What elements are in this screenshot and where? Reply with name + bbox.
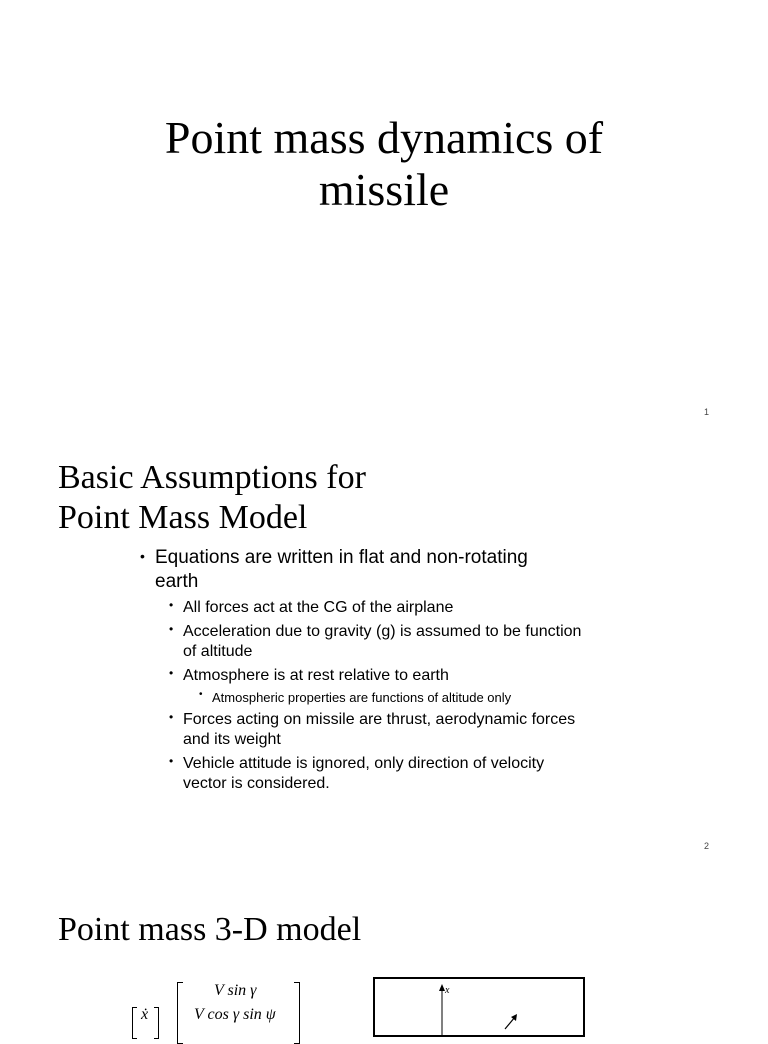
bullet-text: Atmosphere is at rest relative to earth (183, 667, 449, 684)
bullet-marker: • (140, 548, 145, 564)
lhs-variable: ẋ (141, 1006, 149, 1023)
rhs-left-bracket (177, 982, 183, 1044)
bullet-text: All forces act at the CG of the airplane (183, 599, 454, 616)
slide-1 (0, 0, 768, 430)
bullet-marker: • (199, 689, 203, 700)
bullet-text: Forces acting on missile are thrust, aerodynamic forces (183, 711, 576, 728)
bullet-text: vector is considered. (183, 775, 330, 792)
slide-3 (0, 864, 768, 1024)
bullet-text: Acceleration due to gravity (g) is assumed to be function (183, 623, 582, 640)
bullet-text: earth (155, 571, 199, 592)
rhs-row-2: V cos γ sin ψ (194, 1006, 276, 1023)
slide-1-title-line2: missile (318, 164, 450, 215)
lhs-left-bracket (132, 1007, 137, 1039)
bullet-item-5 (212, 690, 612, 706)
lhs-right-bracket (154, 1007, 159, 1039)
slide-2-page-number: 2 (704, 841, 710, 851)
bullet-text: Atmospheric properties are functions of altitude only (212, 690, 512, 705)
slide-2-title (58, 458, 366, 538)
bullet-text: and its weight (183, 731, 281, 748)
slide-3-title: Point mass 3-D model (58, 911, 362, 948)
slide-2-title-line2: Point Mass Model (58, 499, 308, 536)
axes-diagram (375, 979, 583, 1035)
bullet-item-2 (183, 598, 613, 618)
bullet-marker: • (169, 710, 174, 724)
slide-1-title-line1: Point mass dynamics of (164, 112, 604, 163)
bullet-marker: • (169, 666, 174, 680)
bullet-item-3 (183, 622, 613, 662)
bullet-text: of altitude (183, 643, 253, 660)
bullet-text: Equations are written in flat and non-rotating (155, 547, 528, 568)
coordinate-figure (373, 977, 585, 1037)
rhs-row-1: V sin γ (214, 982, 257, 999)
bullet-marker: • (169, 622, 174, 636)
x-axis-label: x (445, 985, 450, 996)
bullet-item-4 (183, 666, 613, 686)
bullet-item-7 (183, 754, 613, 794)
slide-2-title-line1: Basic Assumptions for (58, 459, 366, 496)
bullet-item-6 (183, 710, 613, 750)
slide-1-title (0, 112, 768, 216)
slide-2 (0, 432, 768, 862)
bullet-marker: • (169, 598, 174, 612)
bullet-text: Vehicle attitude is ignored, only direction of velocity (183, 755, 545, 772)
slide-1-page-number: 1 (704, 407, 710, 417)
bullet-item-1 (155, 546, 585, 594)
rhs-right-bracket (294, 982, 300, 1044)
bullet-marker: • (169, 754, 174, 768)
